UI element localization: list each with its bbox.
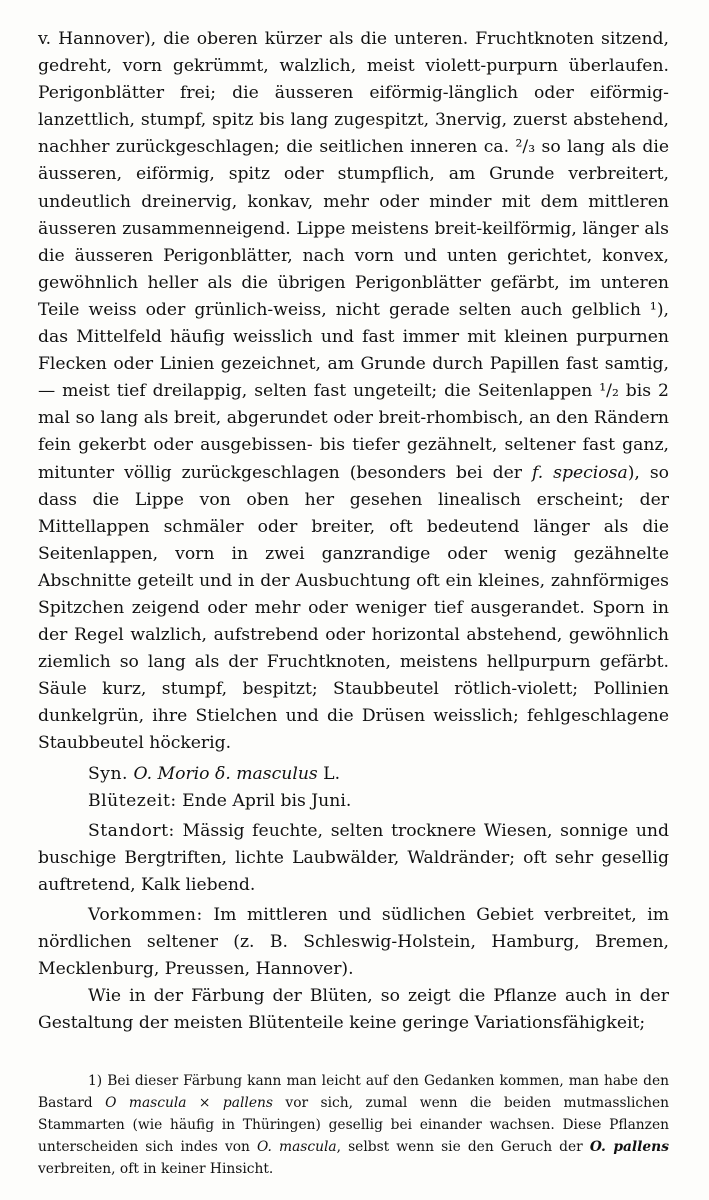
bluetezeit-label: Blütezeit: [88, 790, 177, 811]
footnote-text-b: vor sich, zumal wenn die beiden mutmasslichen Stammarten (wie häufig in Thüringen) gesellig bei einander wachsen. Diese Pflanzen unterscheiden sich indes von [38, 1095, 670, 1156]
footnote-marker: 1) [88, 1073, 103, 1090]
description-paragraph [38, 26, 669, 758]
standort-paragraph [38, 818, 669, 899]
lip-text-rest: ), so dass die Lippe von oben her gesehen linealisch erscheint; der Mittellappen schmäler oder breiter, oft bedeutend länger als die Seitenlappen, vorn in zwei ganzrandige oder wenig gezähnelte Abschnitte geteilt und in der Ausbuchtung oft ein kleines, zahnförmiges Spitzchen zeigend oder mehr oder weniger tief ausgerandet. Sporn in der Regel walzlich, aufstrebend oder horizontal abstehend, gewöhnlich ziemlich so lang als der Fruchtknoten, meistens hellpurpurn gefärbt. Säule kurz, stumpf, bespitzt; Staubbeutel rötlich-violett; Pollinien dunkelgrün, ihre Stielchen und die Drüsen weisslich; fehlgeschlagene Staubbeutel höckerig. [38, 462, 669, 754]
description-text: v. Hannover), die oberen kürzer als die unteren. Fruchtknoten sitzend, gedreht, vorn gekrümmt, walzlich, meist violett-purpurn überlaufen. Perigonblätter frei; die äusseren eiförmig-länglich oder eiförmig-lanzettlich, stumpf, spitz bis lang zugespitzt, 3nervig, zuerst abstehend, nachher zurückgeschlagen; die seitlichen inneren ca. ²/₃ so lang als die äusseren, eiförmig, spitz oder stumpflich, am Grunde verbreitert, undeutlich dreinervig, konkav, mehr oder minder mit dem mittleren äusseren zusammenneigend. [38, 29, 669, 239]
vorkommen-label: Vorkommen: [88, 905, 203, 925]
main-text [38, 26, 669, 1037]
vorkommen-text: Im mittleren und südlichen Gebiet verbreitet, im nördlichen seltener (z. B. Schleswig-Holstein, Hamburg, Bremen, Mecklenburg, Preussen, Hannover). [38, 905, 669, 980]
footnote-text-c: , selbst wenn sie den Geruch der [336, 1139, 583, 1156]
footnote-species-b: O. pallens [589, 1139, 669, 1156]
lip-form-name: f. speciosa [531, 462, 628, 483]
bluetezeit-line [38, 788, 669, 815]
vorkommen-paragraph [38, 902, 669, 983]
footnote-text-d: verbreiten, oft in keiner Hinsicht. [38, 1161, 274, 1178]
standort-label: Standort: [88, 820, 175, 841]
footnote-species-a: O. mascula [257, 1139, 337, 1156]
synonym-line [38, 761, 669, 788]
synonym-name: O. Morio δ. masculus [133, 763, 318, 784]
lip-text: Lippe meistens breit-keilförmig, länger als die äusseren Perigonblätter, nach vorn und unten gerichtet, konvex, gewöhnlich heller als die übrigen Perigonblätter gefärbt, im unteren Teile weiss oder grünlich-weiss, nicht gerade selten auch gelblich ¹), das Mittelfeld häufig weisslich und fast immer mit kleinen purpurnen Flecken oder Linien gezeichnet, am Grunde durch Papillen fast samtig, — meist tief dreilappig, selten fast ungeteilt; die Seitenlappen ¹/₂ bis 2 mal so lang als breit, abgerundet oder breit-rhombisch, an den Rändern fein gekerbt oder ausgebissen- bis tiefer gezähnelt, seltener fast ganz, mitunter völlig zurückgeschlagen (besonders bei der [38, 218, 669, 483]
bluetezeit-text: Ende April bis Juni. [182, 790, 352, 811]
footnote [38, 1070, 669, 1180]
synonym-author: L. [323, 763, 341, 784]
footnote-text-a: Bei dieser Färbung kann man leicht auf den Gedanken kommen, man habe den Bastard [38, 1073, 669, 1112]
standort-text: Mässig feuchte, selten trocknere Wiesen, sonnige und buschige Bergtriften, lichte Laubwälder, Waldränder; oft sehr gesellig auftretend, Kalk liebend. [38, 820, 670, 895]
footnote-hybrid: O mascula × pallens [105, 1095, 273, 1112]
footnote-paragraph [38, 1070, 669, 1180]
synonym-label: Syn. [88, 763, 129, 784]
variation-text: Wie in der Färbung der Blüten, so zeigt die Pflanze auch in der Gestaltung der meisten Blütenteile keine geringe Variationsfähigkeit; [38, 986, 669, 1034]
variation-paragraph [38, 983, 669, 1037]
